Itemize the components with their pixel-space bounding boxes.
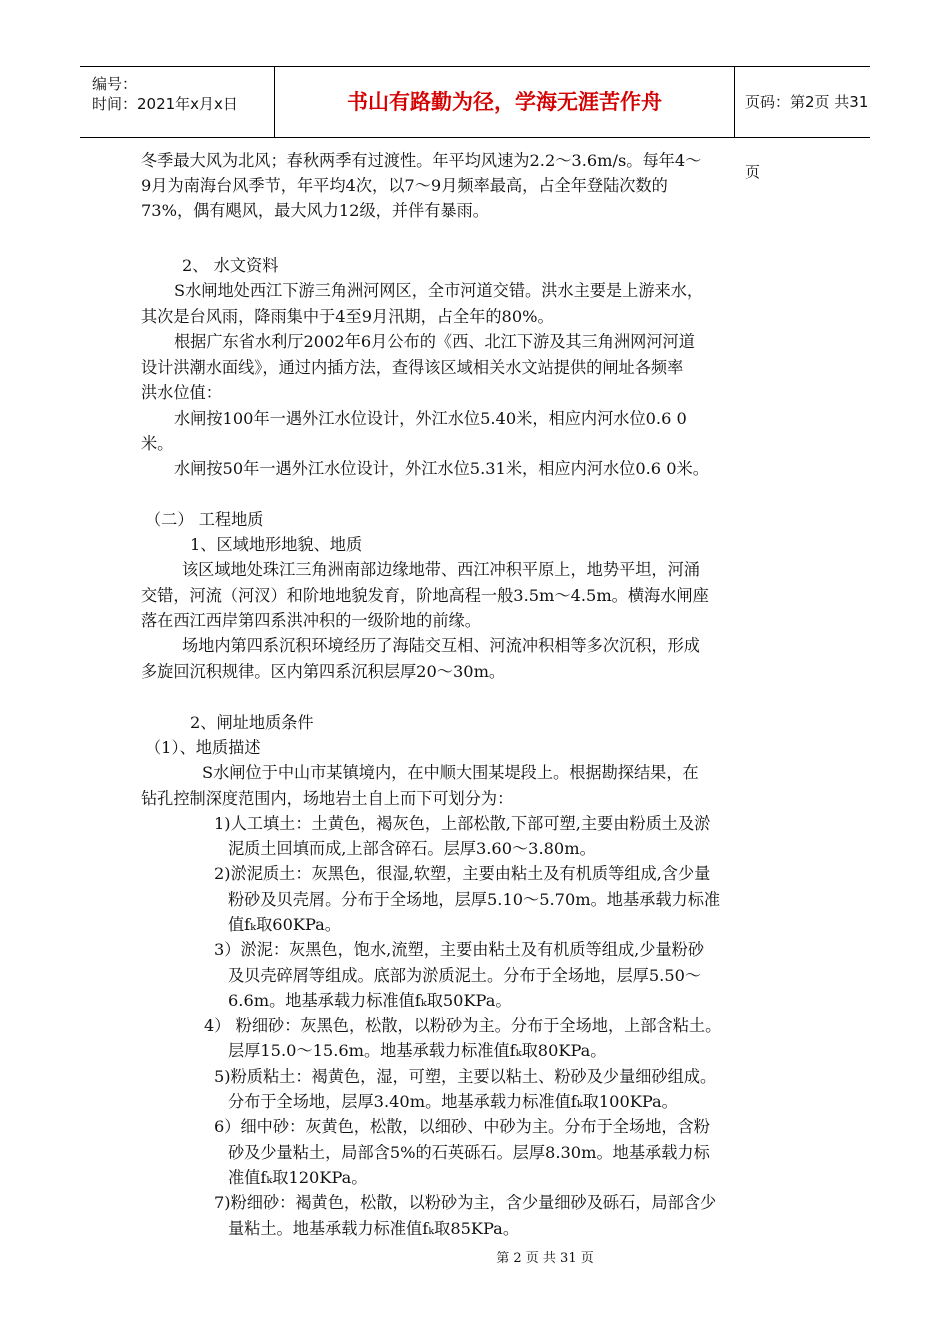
text-line: 4） 粉细砂：灰黑色，松散，以粉砂为主。分布于全场地，上部含粘土。	[204, 1016, 722, 1035]
header-meta	[80, 67, 275, 137]
text-line: 1、区域地形地貌、地质	[190, 535, 363, 554]
text-line: 6）细中砂：灰黄色，松散，以细砂、中砂为主。分布于全场地，含粉	[214, 1117, 710, 1136]
footer-page-number: 第 2 页 共 31 页	[496, 1251, 594, 1266]
text-line: （1）、地质描述	[145, 738, 261, 757]
text-line: 冬季最大风为北风；春秋两季有过渡性。年平均风速为2.2～3.6m/s。每年4～	[141, 151, 702, 170]
page-footer	[0, 1247, 950, 1266]
text-line: 值fₖ取60KPa。	[228, 915, 341, 934]
text-line: 分布于全场地，层厚3.40m。地基承载力标准值fₖ取100KPa。	[228, 1092, 678, 1111]
text-line: 准值fₖ取120KPa。	[228, 1168, 368, 1187]
text-line: 场地内第四系沉积环境经历了海陆交互相、河流冲积相等多次沉积，形成	[182, 636, 700, 655]
text-line: 设计洪潮水面线》，通过内插方法，查得该区域相关水文站提供的闸址各频率	[141, 358, 684, 377]
text-line: S水闸位于中山市某镇境内，在中顺大围某堤段上。根据勘探结果，在	[202, 763, 699, 782]
text-line: 9月为南海台风季节，年平均4次，以7～9月频率最高，占全年登陆次数的	[141, 176, 668, 195]
text-line: 落在西江西岸第四系洪冲积的一级阶地的前缘。	[141, 611, 481, 630]
text-line: 量粘土。地基承载力标准值fₖ取85KPa。	[228, 1219, 520, 1238]
text-line: 多旋回沉积规律。区内第四系沉积层厚20～30m。	[141, 662, 506, 681]
text-line: 6.6m。地基承载力标准值fₖ取50KPa。	[228, 991, 512, 1010]
text-line: 该区域地处珠江三角洲南部边缘地带、西江冲积平原上，地势平坦，河涌	[182, 560, 700, 579]
text-line: 7)粉细砂：褐黄色，松散，以粉砂为主，含少量细砂及砾石，局部含少	[214, 1193, 717, 1212]
text-line: 层厚15.0～15.6m。地基承载力标准值fₖ取80KPa。	[228, 1041, 607, 1060]
text-line: 米。	[141, 434, 174, 453]
text-line: 2、 水文资料	[182, 256, 279, 275]
text-line: S水闸地处西江下游三角洲河网区，全市河道交错。洪水主要是上游来水，	[174, 281, 704, 300]
text-line: 交错，河流（河汊）和阶地地貌发育，阶地高程一般3.5m～4.5m。横海水闸座	[141, 586, 709, 605]
header-page-info: 页码：第2页 共31页	[745, 93, 869, 181]
text-line: 1)人工填土：土黄色，褐灰色，上部松散,下部可塑,主要由粉质土及淤	[214, 814, 711, 833]
text-line: 钻孔控制深度范围内，场地岩土自上而下可划分为：	[141, 789, 514, 808]
text-line: 砂及少量粘土，局部含5%的石英砾石。层厚8.30m。地基承载力标	[228, 1143, 710, 1162]
text-line: 其次是台风雨，降雨集中于4至9月汛期，占全年的80%。	[141, 307, 554, 326]
header-number: 编号：	[92, 75, 138, 93]
text-line: （二） 工程地质	[145, 510, 264, 529]
text-line: 3）淤泥：灰黑色，饱水,流塑，主要由粘土及有机质等组成,少量粉砂	[214, 940, 705, 959]
header-motto: 书山有路勤为径，学海无涯苦作舟	[275, 67, 735, 137]
text-line: 及贝壳碎屑等组成。底部为淤质泥土。分布于全场地，层厚5.50～	[228, 966, 702, 985]
header-time: 时间：2021年x月x日	[92, 95, 238, 113]
text-line: 粉砂及贝壳屑。分布于全场地，层厚5.10～5.70m。地基承载力标准	[228, 890, 721, 909]
text-line: 5)粉质粘土：褐黄色，湿，可塑，主要以粘土、粉砂及少量细砂组成。	[214, 1067, 717, 1086]
text-line: 水闸按50年一遇外江水位设计，外江水位5.31米，相应内河水位0.6 0米。	[174, 459, 709, 478]
text-line: 水闸按100年一遇外江水位设计，外江水位5.40米，相应内河水位0.6 0	[174, 409, 687, 428]
text-line: 2)淤泥质土：灰黑色，很湿,软塑，主要由粘土及有机质等组成,含少量	[214, 864, 711, 883]
text-line: 73%，偶有飓风，最大风力12级，并伴有暴雨。	[141, 201, 489, 220]
text-line: 根据广东省水利厅2002年6月公布的《西、北江下游及其三角洲网河河道	[174, 332, 695, 351]
text-line: 2、闸址地质条件	[190, 713, 314, 732]
text-line: 洪水位值：	[141, 383, 222, 402]
text-line: 泥质土回填而成,上部含碎石。层厚3.60～3.80m。	[228, 839, 596, 858]
